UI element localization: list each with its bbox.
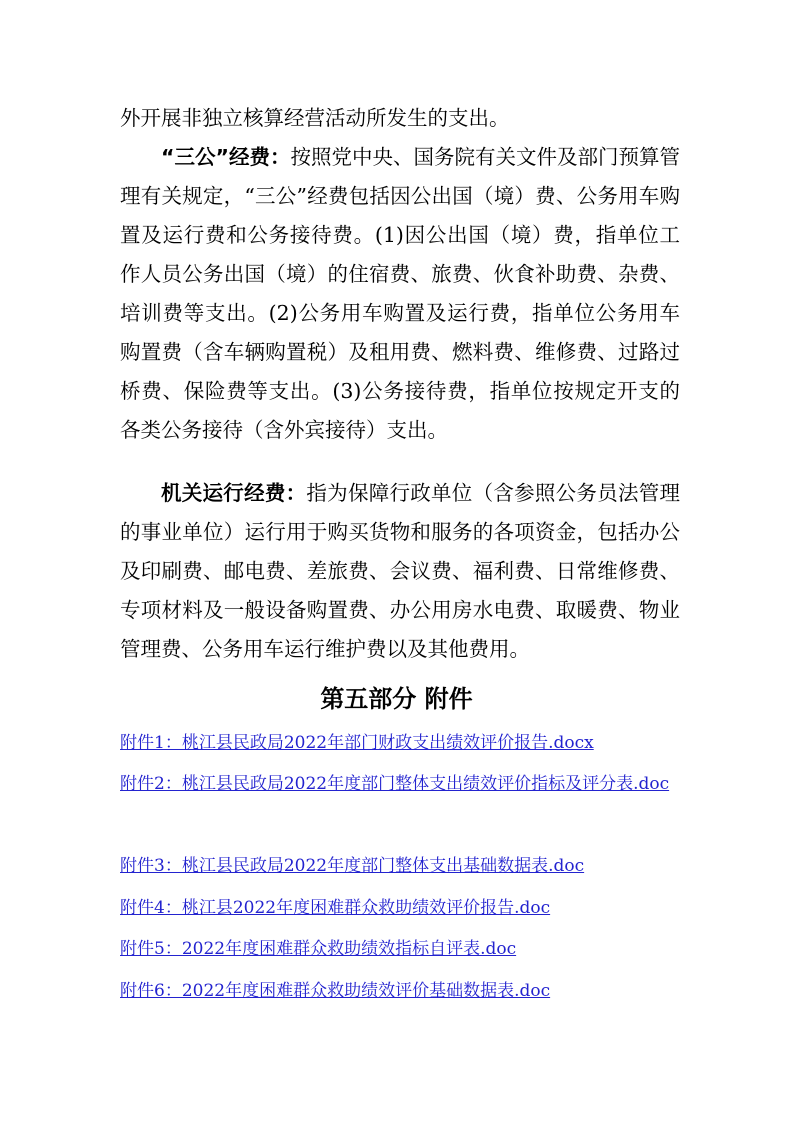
- intro-paragraph: [120, 99, 680, 138]
- attachment-link-2[interactable]: 附件2：桃江县民政局2022年度部门整体支出绩效评价指标及评分表.doc: [120, 774, 670, 794]
- attachment-link-1[interactable]: 附件1：桃江县民政局2022年部门财政支出绩效评价报告.docx: [120, 733, 594, 753]
- jiguan-text: 指为保障行政单位（含参照公务员法管理的事业单位）运行用于购买货物和服务的各项资金，包括办公及印刷费、邮电费、差旅费、会议费、福利费、日常维修费、专项材料及一般设备购置费、办公用房水电费、取暖费、物业管理费、公务用车运行维护费以及其他费用。: [120, 481, 681, 661]
- attachment-item: [120, 765, 680, 804]
- attachment-link-6[interactable]: 附件6：2022年度困难群众救助绩效评价基础数据表.doc: [120, 981, 551, 1001]
- attachment-item: [120, 972, 680, 1011]
- attachment-item: [120, 847, 680, 886]
- sangong-term: “三公”经费：: [161, 145, 291, 169]
- attachment-item: [120, 930, 680, 969]
- intro-text: 外开展非独立核算经营活动所发生的支出。: [120, 106, 510, 130]
- jiguan-term: 机关运行经费：: [161, 481, 307, 505]
- attachment-link-4[interactable]: 附件4：桃江县2022年度困难群众救助绩效评价报告.doc: [120, 898, 551, 918]
- sangong-text: 按照党中央、国务院有关文件及部门预算管理有关规定，“三公”经费包括因公出国（境）费、公务用车购置及运行费和公务接待费。(1)因公出国（境）费，指单位工作人员公务出国（境）的住宿费、旅费、伙食补助费、杂费、培训费等支出。(2)公务用车购置及运行费，指单位公务用车购置费（含车辆购置税）及租用费、燃料费、维修费、过路过桥费、保险费等支出。(3)公务接待费，指单位按规定开支的各类公务接待（含外宾接待）支出。: [120, 145, 681, 442]
- attachment-item: [120, 724, 680, 763]
- sangong-paragraph: [120, 138, 680, 450]
- attachment-link-3[interactable]: 附件3：桃江县民政局2022年度部门整体支出基础数据表.doc: [120, 856, 585, 876]
- jiguan-paragraph: [120, 474, 680, 669]
- section-title: 第五部分 附件: [320, 685, 473, 713]
- attachment-item: [120, 889, 680, 928]
- attachment-link-5[interactable]: 附件5：2022年度困难群众救助绩效指标自评表.doc: [120, 939, 517, 959]
